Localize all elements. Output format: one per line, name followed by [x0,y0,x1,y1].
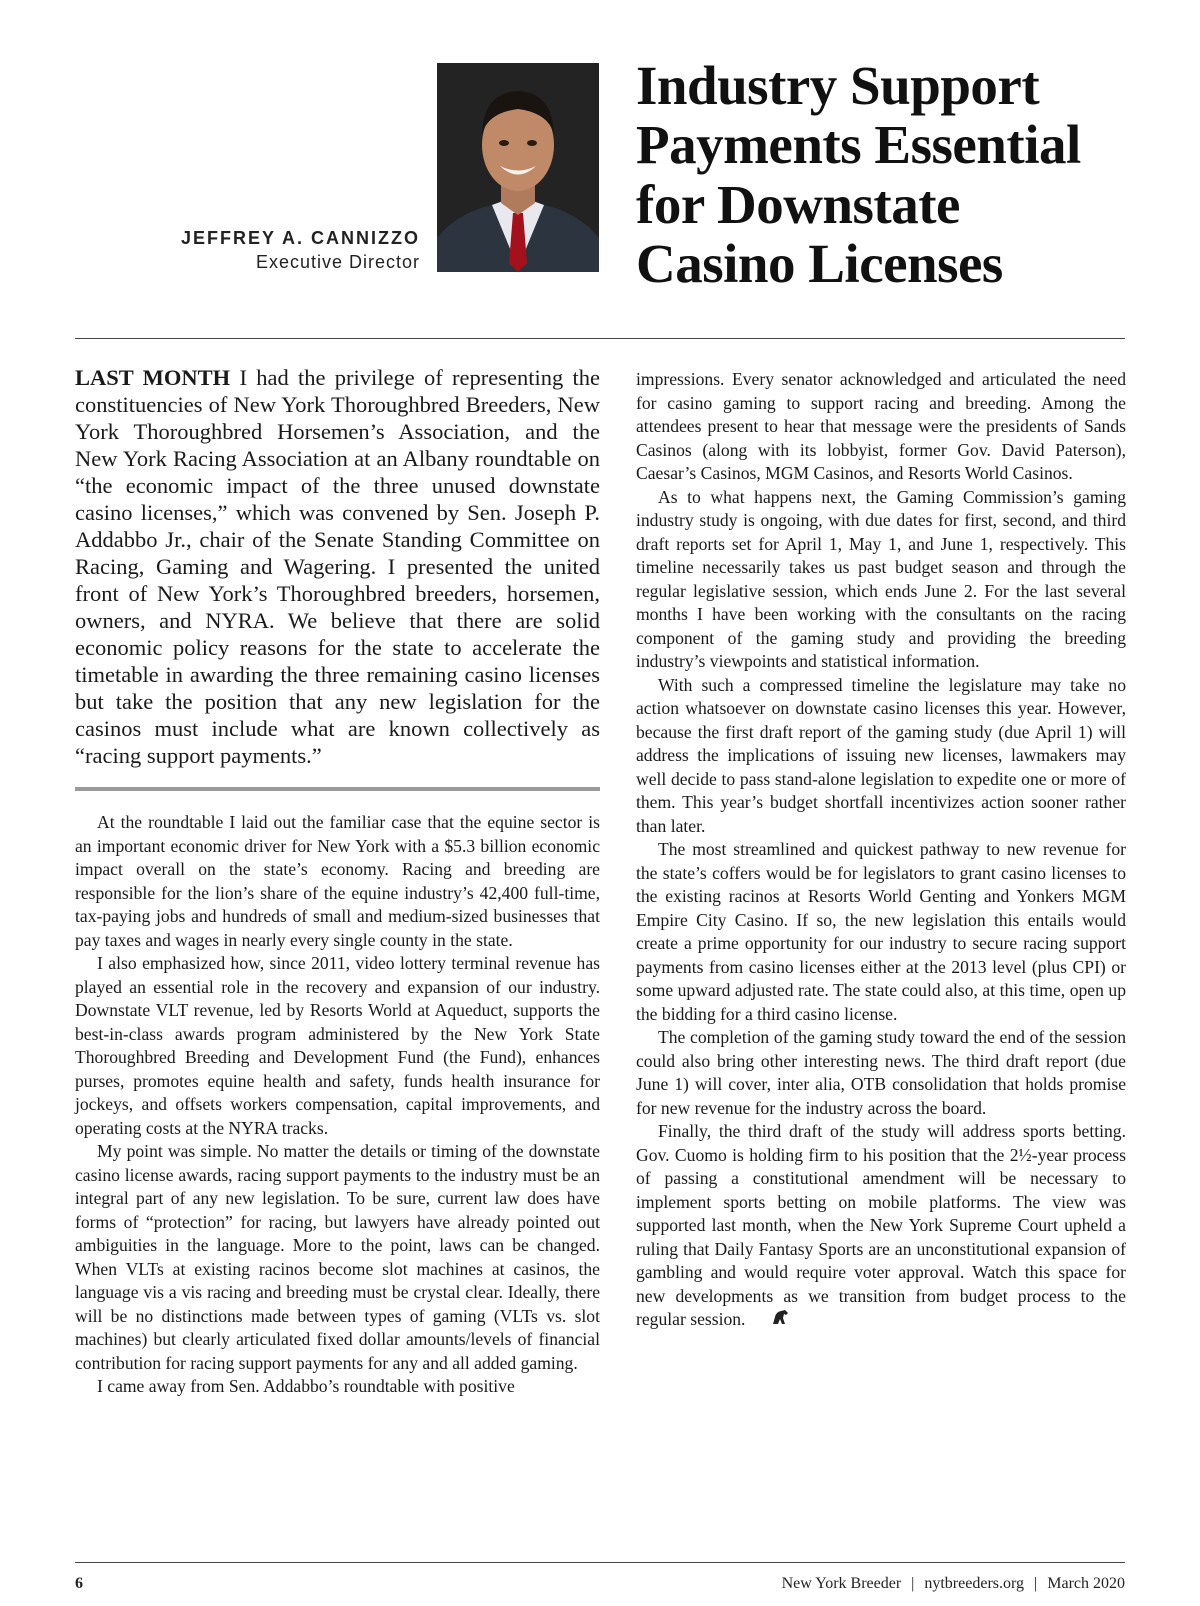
body-paragraph: The most streamlined and quickest pathway to new revenue for the state’s coffers would be for legislators to grant casino licenses to the existing racinos at Resorts World Genting and Yonkers MGM Empire City Casino. If so, the new legislation this entails would create a prime opportunity for our industry to secure racing support payments from casino licenses either at the 2013 level (plus CPI) or some upward adjusted rate. The state could also, at this time, open up the bidding for a third casino license. [636,839,1126,1024]
final-paragraph-text: Finally, the third draft of the study will address sports betting. Gov. Cuomo is holding firm to his position that the 2½-year process of passing a constitutional amendment will be necessary to implement sports betting on mobile platforms. The view was supported last month, when the New York Supreme Court upheld a ruling that Daily Fantasy Sports are an unconstitutional expansion of gambling and would require voter approval. Watch this space for new developments as we transition from budget process to the regular session. [636,1121,1126,1329]
lead-paragraph [75,364,600,769]
body-paragraph [636,1120,1126,1333]
body-paragraph: The completion of the gaming study toward the end of the session could also bring other interesting news. The third draft report (due June 1) will cover, inter alia, OTB consolidation that holds promise for new revenue for the industry across the board. [636,1027,1126,1118]
left-column [75,364,600,1399]
author-name: JEFFREY A. CANNIZZO [180,228,420,248]
footer-separator: | [911,1575,915,1592]
author-portrait [437,63,599,272]
lead-kicker: LAST MONTH [75,365,231,390]
footer-divider [75,1562,1125,1563]
body-paragraph: With such a compressed timeline the legislature may take no action whatsoever on downstate casino licenses this year. However, because the first draft report of the gaming study (due April 1) will address the implications of issuing new licenses, lawmakers may well decide to pass stand-alone legislation to expedite one or more of them. This year’s budget shortfall incentivizes action sooner rather than later. [636,674,1126,836]
footer-info [782,1575,1125,1593]
body-paragraph: I came away from Sen. Addabbo’s roundtable with positive [97,1376,515,1396]
publication-website[interactable]: nytbreeders.org [924,1575,1025,1592]
author-byline [181,228,420,273]
headline-line: Industry Support [636,55,1040,116]
body-paragraph: I also emphasized how, since 2011, video lottery terminal revenue has played an essential role in the recovery and expansion of our industry. Downstate VLT revenue, led by Resorts World at Aqueduct, supports the best-in-class awards program administered by the New York State Thoroughbred Breeding and Development Fund (the Fund), enhances purses, promotes equine health and safety, funds health insurance for jockeys, and offsets workers compensation, capital improvements, and operating costs at the NYRA tracks. [75,953,600,1138]
headline-line: for Downstate [636,173,960,235]
lead-divider [75,787,600,791]
page-number: 6 [75,1575,83,1592]
headline-line: Casino Licenses [636,233,1003,295]
footer-separator: | [1034,1575,1038,1592]
right-column [636,368,1126,1333]
headline-line: Payments Essential [636,114,1081,176]
body-paragraph: impressions. Every senator acknowledged and articulated the need for casino gaming to support racing and breeding. Among the attendees present to hear that message were the presidents of Sands Casinos (along with its lobbyist, former Gov. David Paterson), Caesar’s Casinos, MGM Casinos, and Resorts World Casinos. [636,369,1126,483]
publication-name: New York Breeder [781,1575,902,1592]
horse-end-mark-icon [749,1309,789,1333]
portrait-illustration [437,63,599,272]
header-divider [75,338,1125,339]
body-paragraph: At the roundtable I laid out the familiar case that the equine sector is an important economic driver for New York with a $5.3 billion economic impact overall on the state’s economy. Racing and breeding are responsible for the lion’s share of the equine industry’s 42,400 full-time, tax-paying jobs and hundreds of small and medium-sized businesses that pay taxes and wages in nearly every single county in the state. [75,812,600,950]
issue-date: March 2020 [1047,1575,1125,1592]
article-headline [636,56,1176,294]
body-paragraph: My point was simple. No matter the details or timing of the downstate casino license awards, racing support payments to the industry must be an integral part of any new legislation. To be sure, current law does have forms of “protection” for racing, but lawyers have already pointed out ambiguities in the language. More to the point, laws can be changed. When VLTs at existing racinos become slot machines at casinos, the language vis a vis racing and breeding must be crystal clear. Ideally, there will be no distinctions made between types of gaming (VLTs vs. slot machines) but clearly articulated fixed dollar amounts/levels of financial contribution for racing support payments for any and all added gaming. [75,1141,600,1373]
author-title: Executive Director [255,252,420,272]
body-paragraph: As to what happens next, the Gaming Commission’s gaming industry study is ongoing, with due dates for first, second, and third draft reports set for April 1, May 1, and June 1, respectively. This timeline necessarily takes us past budget season and through the regular legislative session, which ends June 2. For the last several months I have been working with the consultants on the racing component of the gaming study and providing the breeding industry’s viewpoints and statistical information. [636,486,1126,671]
lead-text: I had the privilege of representing the constituencies of New York Thoroughbred Breeders, New York Thoroughbred Horsemen’s Association, and the New York Racing Association at an Albany roundtable on “the economic impact of the three unused downstate casino licenses,” which was convened by Sen. Joseph P. Addabbo Jr., chair of the Senate Standing Committee on Racing, Gaming and Wagering. I presented the united front of New York’s Thoroughbred breeders, horsemen, owners, and NYRA. We believe that there are solid economic policy reasons for the state to accelerate the timetable in awarding the three remaining casino licenses but take the position that any new legislation for the casinos must include what are known collectively as “racing support payments.” [75,365,600,768]
